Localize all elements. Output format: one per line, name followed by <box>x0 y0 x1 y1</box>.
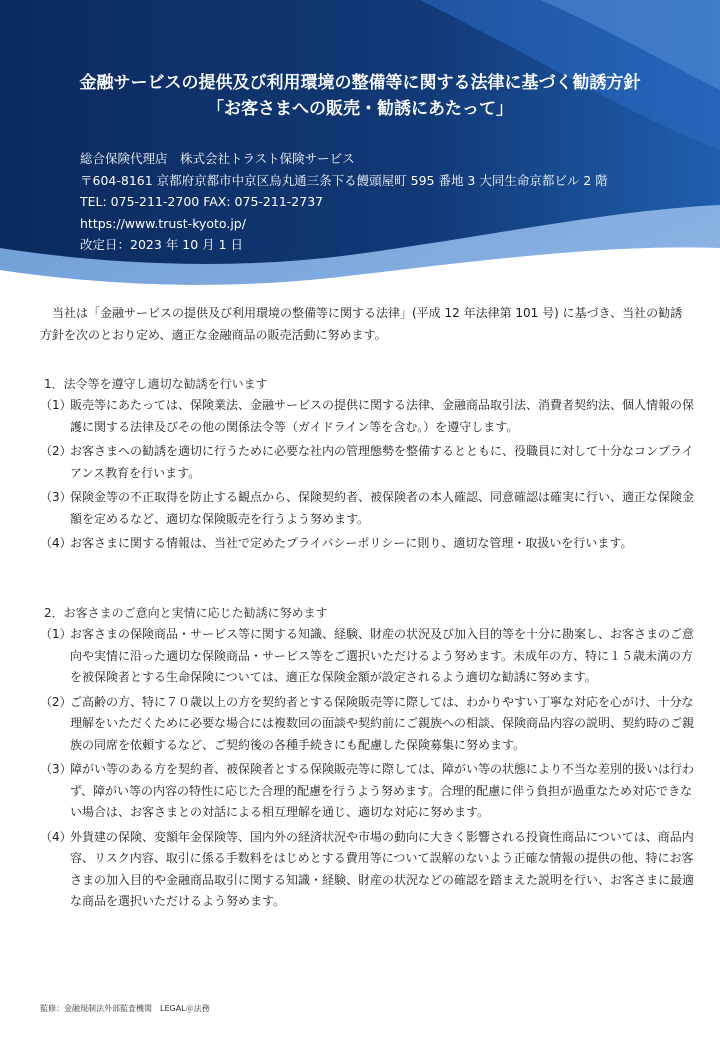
page-title <box>0 70 720 122</box>
title-line-2: 「お客さまへの販売・勧誘にあたって」 <box>207 99 513 119</box>
revised-date: 改定日：2023 年 10 月 1 日 <box>80 237 244 252</box>
item-text: お客さまへの勧誘を適切に行うために必要な社内の管理態勢を整備するとともに、役職員に対して十分なコンプライアンス教育を行います。 <box>70 444 694 480</box>
header-banner <box>0 0 720 300</box>
section-2 <box>40 603 700 916</box>
item-number: （2） <box>40 694 72 709</box>
item-number: （4） <box>40 829 72 844</box>
list-item <box>40 395 700 438</box>
item-number: （1） <box>40 627 72 641</box>
list-item <box>40 533 700 555</box>
company-address: 〒604-8161 京都府京都市中京区烏丸通三条下る饅頭屋町 595 番地 3 大同生命京都ビル 2 階 <box>80 172 608 188</box>
list-item <box>40 827 700 913</box>
section-heading: 2．お客さまのご意向と実情に応じた勧誘に努めます <box>44 606 328 620</box>
item-text: 外貨建の保険、変額年金保険等、国内外の経済状況や市場の動向に大きく影響される投資性商品については、商品内容、リスク内容、取引に係る手数料をはじめとする費用等について誤解のないよう正確な情報の提供の他、特にお客さまの加入目的や金融商品取引に関する知識・経験、財産の状況などの確認を踏まえた説明を行い、お客さまに最適な商品を選択いただけるよう努めます。 <box>70 829 695 908</box>
item-text: ご高齢の方、特に７０歳以上の方を契約者とする保険販売等に際しては、わかりやすい丁寧な対応を心がけ、十分な理解をいただくために必要な場合には複数回の面談や契約前にご親族への相談、保険商品内容の説明、契約時のご親族の同席を依頼するなど、ご契約後の各種手続きにも配慮した保険募集に努めます。 <box>70 694 695 752</box>
item-number: （4） <box>40 536 72 550</box>
list-item <box>40 441 700 484</box>
item-number: （2） <box>40 444 72 458</box>
item-number: （3） <box>40 762 72 776</box>
section-heading: 1．法令等を遵守し適切な勧誘を行います <box>44 377 268 391</box>
company-tel-fax: TEL: 075-211-2700 FAX: 075-211-2737 <box>80 194 324 209</box>
company-url[interactable]: https://www.trust-kyoto.jp/ <box>80 215 246 231</box>
item-text: 保険金等の不正取得を防止する観点から、保険契約者、被保険者の本人確認、同意確認は確実に行い、適正な保険金額を定めるなど、適切な保険販売を行うよう努めます。 <box>70 490 695 526</box>
company-name: 総合保険代理店 株式会社トラスト保険サービス <box>80 151 355 166</box>
list-item <box>40 487 700 530</box>
item-number: （1） <box>40 398 72 412</box>
list-item <box>40 759 700 824</box>
item-text: 障がい等のある方を契約者、被保険者とする保険販売等に際しては、障がい等の状態により不当な差別的扱いは行わず、障がい等の内容の特性に応じた合理的配慮を行うよう努めます。合理的配慮に伴う負担が過重なため対応できない場合は、お客さまとの対話による相互理解を通じ、適切な対応に努めます。 <box>70 762 695 819</box>
item-text: 販売等にあたっては、保険業法、金融サービスの提供に関する法律、金融商品取引法、消費者契約法、個人情報の保護に関する法律及びその他の関係法令等（ガイドライン等を含む。）を遵守します。 <box>70 398 695 434</box>
title-line-1: 金融サービスの提供及び利用環境の整備等に関する法律に基づく勧誘方針 <box>79 73 641 93</box>
intro-paragraph: 当社は「金融サービスの提供及び利用環境の整備等に関する法律」(平成 12 年法律第 101 号) に基づき、当社の勧誘方針を次のとおり定め、適正な金融商品の販売活動に努めます。 <box>40 306 683 342</box>
list-item <box>40 624 700 689</box>
item-text: お客さまの保険商品・サービス等に関する知識、経験、財産の状況及び加入目的等を十分に勘案し、お客さまのご意向や実情に沿った適切な保険商品・サービス等をご選択いただけるよう努めます。未成年の方、特に１５歳未満の方を被保険者とする生命保険については、適正な保険金額が設定されるよう適切な勧誘に努めます。 <box>70 627 695 684</box>
list-item <box>40 692 700 757</box>
section-1 <box>40 374 700 558</box>
item-number: （3） <box>40 490 72 504</box>
company-info <box>80 148 608 256</box>
footer-note: 監修：金融規制法外部監査機関 LEGAL＠法務 <box>40 1004 210 1013</box>
item-text: お客さまに関する情報は、当社で定めたプライバシーポリシーに則り、適切な管理・取扱いを行います。 <box>70 536 633 550</box>
